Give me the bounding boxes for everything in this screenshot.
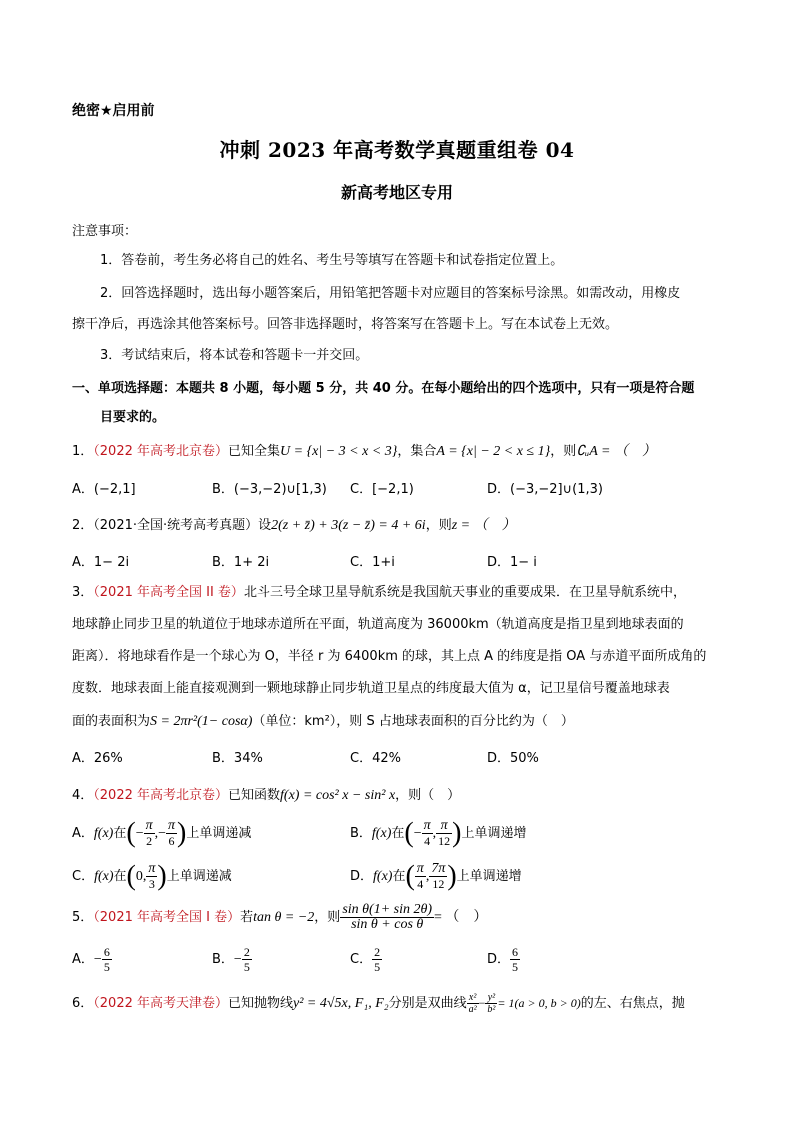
q4-b-right-den: 12 bbox=[438, 834, 451, 848]
q4-d-zai: 在 bbox=[392, 869, 406, 884]
q6-hyperbola-eq: = 1(a > 0, b > 0) bbox=[497, 996, 581, 1010]
q5-b-den: 5 bbox=[243, 960, 250, 974]
q1-set-u: U = {x| − 3 < x < 3} bbox=[280, 444, 398, 459]
q5-c-frac bbox=[372, 945, 382, 974]
q5-tail: = （ ） bbox=[434, 910, 488, 925]
q4-a-rsign: − bbox=[158, 826, 167, 841]
q4-d-right-frac bbox=[429, 862, 447, 891]
q5-fraction bbox=[340, 903, 434, 932]
q5-tan: tan θ = −2 bbox=[253, 910, 315, 925]
question-4 bbox=[72, 784, 460, 804]
q3-area-formula: S = 2πr²(1− cosα) bbox=[150, 714, 253, 729]
section-heading: 一、单项选择题：本题共 8 小题，每小题 5 分，共 40 分。在每小题给出的四个选项中，只有一项是符合题 bbox=[72, 381, 695, 396]
note-item-3: 3．考试结束后，将本试卷和答题卡一并交回。 bbox=[100, 348, 369, 363]
q4-b-left-num: π bbox=[423, 818, 431, 833]
q4-a-zai: 在 bbox=[113, 826, 127, 841]
q4-a-right-den: 6 bbox=[168, 834, 175, 848]
q4-function: f(x) = cos² x − sin² x bbox=[280, 788, 396, 803]
q1-text-3: ，则 bbox=[550, 444, 577, 459]
q4-b-lsign: − bbox=[413, 826, 422, 841]
page-subtitle: 新高考地区专用 bbox=[340, 183, 453, 202]
q2-text-2: ，则 bbox=[425, 518, 452, 533]
note-item-2-cont: 擦干净后，再选涂其他答案标号。回答非选择题时，将答案写在答题卡上。写在本试卷上无效。 bbox=[72, 317, 619, 332]
q4-b-zai: 在 bbox=[391, 826, 405, 841]
q5-b-num: 2 bbox=[243, 945, 250, 959]
q5-a-sign: − bbox=[93, 952, 102, 967]
q5-c-num: 2 bbox=[374, 945, 381, 959]
q4-a-label: A． bbox=[72, 826, 94, 841]
note-item-1: 1．答卷前，考生务必将自己的姓名、考生号等填写在答题卡和试卷指定位置上。 bbox=[100, 253, 564, 268]
q2-equation: 2(z + z̄) + 3(z − z̄) = 4 + 6i bbox=[271, 518, 426, 533]
question-2 bbox=[72, 514, 516, 534]
q4-b-fx: f(x) bbox=[371, 826, 392, 841]
q4-a-fx: f(x) bbox=[93, 826, 114, 841]
q5-d-den: 5 bbox=[512, 960, 519, 974]
q4-b-left-den: 4 bbox=[424, 834, 431, 848]
q4-c-right-den: 3 bbox=[148, 877, 155, 891]
q3-line-5-text: 面的表面积为 bbox=[72, 714, 151, 729]
q4-d-left-den: 4 bbox=[417, 877, 424, 891]
q5-text: 若 bbox=[240, 910, 254, 925]
q6-number: 6． bbox=[72, 996, 94, 1011]
q2-option-d: D．1− i bbox=[487, 555, 537, 570]
q5-a-den: 5 bbox=[103, 960, 110, 974]
q4-b-text: 上单调递增 bbox=[461, 826, 527, 841]
q1-text-2: ，集合 bbox=[397, 444, 437, 459]
q4-c-left: 0 bbox=[135, 869, 143, 884]
q5-b-sign: − bbox=[233, 952, 242, 967]
q6-y-num: y² bbox=[485, 992, 497, 1004]
q4-c-zai: 在 bbox=[113, 869, 127, 884]
q3-number: 3． bbox=[72, 585, 94, 600]
page-title: 冲刺 2023 年高考数学真题重组卷 04 bbox=[219, 138, 575, 162]
q5-b-label: B． bbox=[212, 952, 234, 967]
q4-source: （2022 年高考北京卷） bbox=[93, 788, 228, 803]
q4-c-right-num: π bbox=[148, 861, 156, 876]
section-heading-cont: 目要求的。 bbox=[100, 410, 166, 425]
q4-a-left-den: 2 bbox=[146, 834, 153, 848]
q6-y-den: b² bbox=[487, 1004, 496, 1015]
q5-d-label: D． bbox=[487, 952, 511, 967]
q2-tail: z = （ ） bbox=[451, 518, 516, 533]
q5-c-label: C． bbox=[350, 952, 373, 967]
q4-text: 已知函数 bbox=[228, 788, 281, 803]
notes-heading: 注意事项： bbox=[72, 224, 138, 239]
q5-frac-den: sin θ + cos θ bbox=[351, 917, 424, 932]
q1-option-c: C．[−2,1) bbox=[350, 482, 414, 497]
q3-source: （2021 年高考全国 II 卷） bbox=[93, 585, 244, 600]
q3-option-b: B．34% bbox=[212, 751, 263, 766]
q4-a-lsign: − bbox=[135, 826, 144, 841]
q4-b-right-frac bbox=[436, 819, 452, 848]
q2-text: 2．（2021·全国·统考高考真题）设 bbox=[72, 518, 272, 533]
q3-line-5-tail: （单位：km²），则 S 占地球表面积的百分比约为（ ） bbox=[252, 714, 574, 729]
q3-line-3: 距离）．将地球看作是一个球心为 O，半径 r 为 6400km 的球，其上点 A 的纬度是指 OA 与赤道平面所成角的 bbox=[72, 649, 707, 664]
q6-text-2: 分别是双曲线 bbox=[388, 996, 467, 1011]
q5-option-d bbox=[487, 944, 520, 976]
q3-option-a: A．26% bbox=[72, 751, 123, 766]
q4-d-text: 上单调递增 bbox=[456, 869, 522, 884]
note-item-2: 2．回答选择题时，选出每小题答案后，用铅笔把答题卡对应题目的答案标号涂黑。如需改动，用橡皮 bbox=[100, 286, 681, 301]
q4-a-right-num: π bbox=[168, 818, 176, 833]
q6-y-frac bbox=[485, 992, 497, 1015]
q4-option-c: C．f(x)在(0, $\frac{\pi}{3}$ )上单调递减 bbox=[72, 860, 232, 892]
q3-line-2: 地球静止同步卫星的轨道位于地球赤道所在平面，轨道高度为 36000km（轨道高度是指卫星到地球表面的 bbox=[72, 617, 684, 632]
q5-frac-num: sin θ(1+ sin 2θ) bbox=[342, 902, 433, 917]
q1-option-b: B．(−3,−2)∪[1,3) bbox=[212, 482, 327, 497]
q1-number: 1． bbox=[72, 444, 94, 459]
question-3 bbox=[72, 581, 686, 600]
q2-option-a: A．1− 2i bbox=[72, 555, 130, 570]
q4-option-d: D．f(x)在( $\frac{\pi}{4}$ , $\frac{7\pi}{12}$ )上单调递增 bbox=[350, 860, 522, 892]
q5-option-a bbox=[72, 944, 112, 976]
q6-x-frac bbox=[467, 992, 479, 1015]
q4-d-right-den: 12 bbox=[432, 877, 445, 891]
q5-c-den: 5 bbox=[374, 960, 381, 974]
q4-number: 4． bbox=[72, 788, 94, 803]
q5-number: 5． bbox=[72, 910, 94, 925]
q4-option-b: B．f(x)在(− $\frac{\pi}{4}$ , $\frac{\pi}{12}$ )上单调递增 bbox=[350, 817, 527, 849]
q4-b-label: B． bbox=[350, 826, 372, 841]
question-5 bbox=[72, 900, 487, 936]
q3-line-4: 度数．地球表面上能直接观测到一颗地球静止同步轨道卫星点的纬度最大值为 α，记卫星信号覆盖地球表 bbox=[72, 681, 670, 696]
q4-a-left-num: π bbox=[145, 818, 153, 833]
q4-c-right-frac bbox=[146, 862, 157, 891]
q6-parabola: y² = 4√5x, F₁, F₂ bbox=[293, 996, 389, 1011]
q4-d-fx: f(x) bbox=[373, 869, 393, 884]
q4-d-left-num: π bbox=[416, 861, 424, 876]
q5-a-num: 6 bbox=[103, 945, 110, 959]
q1-source: （2022 年高考北京卷） bbox=[93, 444, 228, 459]
q5-d-num: 6 bbox=[512, 945, 519, 959]
q4-a-right-frac bbox=[166, 819, 177, 848]
q4-a-left-frac bbox=[144, 819, 155, 848]
q5-a-frac bbox=[102, 945, 112, 974]
q1-option-d: D．(−3,−2]∪(1,3) bbox=[487, 482, 603, 497]
q4-d-left-frac bbox=[415, 862, 426, 891]
q4-a-text: 上单调递减 bbox=[186, 826, 252, 841]
question-1 bbox=[72, 440, 656, 460]
q4-d-label: D． bbox=[350, 869, 374, 884]
q5-d-frac bbox=[510, 945, 520, 974]
q4-d-right-num: 7π bbox=[431, 861, 446, 876]
q4-b-right-num: π bbox=[436, 819, 452, 834]
q4-b-left-frac bbox=[422, 819, 433, 848]
q6-text-3: 的左、右焦点，抛 bbox=[580, 996, 685, 1011]
q4-c-label: C． bbox=[72, 869, 95, 884]
q3-line-1: 北斗三号全球卫星导航系统是我国航天事业的重要成果．在卫星导航系统中， bbox=[243, 585, 686, 600]
q5-option-c bbox=[350, 944, 382, 976]
confidential-mark: 绝密★启用前 bbox=[72, 103, 155, 119]
q4-c-fx: f(x) bbox=[94, 869, 114, 884]
q1-complement: ∁ᵤA = （ ） bbox=[576, 444, 656, 459]
q2-option-c: C．1+i bbox=[350, 555, 395, 570]
q6-source: （2022 年高考天津卷） bbox=[93, 996, 228, 1011]
q4-text-2: ，则（ ） bbox=[395, 788, 461, 803]
q5-source: （2021 年高考全国 I 卷） bbox=[93, 910, 241, 925]
q1-set-a: A = {x| − 2 < x ≤ 1} bbox=[436, 444, 551, 459]
q1-option-a: A．(−2,1] bbox=[72, 482, 136, 497]
q5-text-2: ，则 bbox=[314, 910, 341, 925]
q6-text: 已知抛物线 bbox=[228, 996, 294, 1011]
q6-x-num: x² bbox=[467, 992, 479, 1004]
q4-option-a: A．f(x)在(− $\frac{\pi}{2}$ ,− $\frac{\pi}{6}$ )上单调递减 bbox=[72, 817, 252, 849]
q3-option-d: D．50% bbox=[487, 751, 539, 766]
q6-x-den: a² bbox=[468, 1004, 477, 1015]
q3-option-c: C．42% bbox=[350, 751, 401, 766]
q5-a-label: A． bbox=[72, 952, 94, 967]
q5-option-b bbox=[212, 944, 252, 976]
q1-text: 已知全集 bbox=[228, 444, 281, 459]
q2-option-b: B．1+ 2i bbox=[212, 555, 270, 570]
q3-line-5 bbox=[72, 710, 574, 730]
question-6: 6．（2022 年高考天津卷）已知抛物线y² = 4√5x, F₁, F₂分别是双曲线 $\frac{\text{x²}}{\text{a²}}$ − $\frac{\text{y²}}{\text{b²}}$ = 1(a > 0, b > 0)的左、右焦点，抛 bbox=[72, 992, 685, 1015]
q4-c-text: 上单调递减 bbox=[166, 869, 232, 884]
q5-b-frac bbox=[242, 945, 252, 974]
